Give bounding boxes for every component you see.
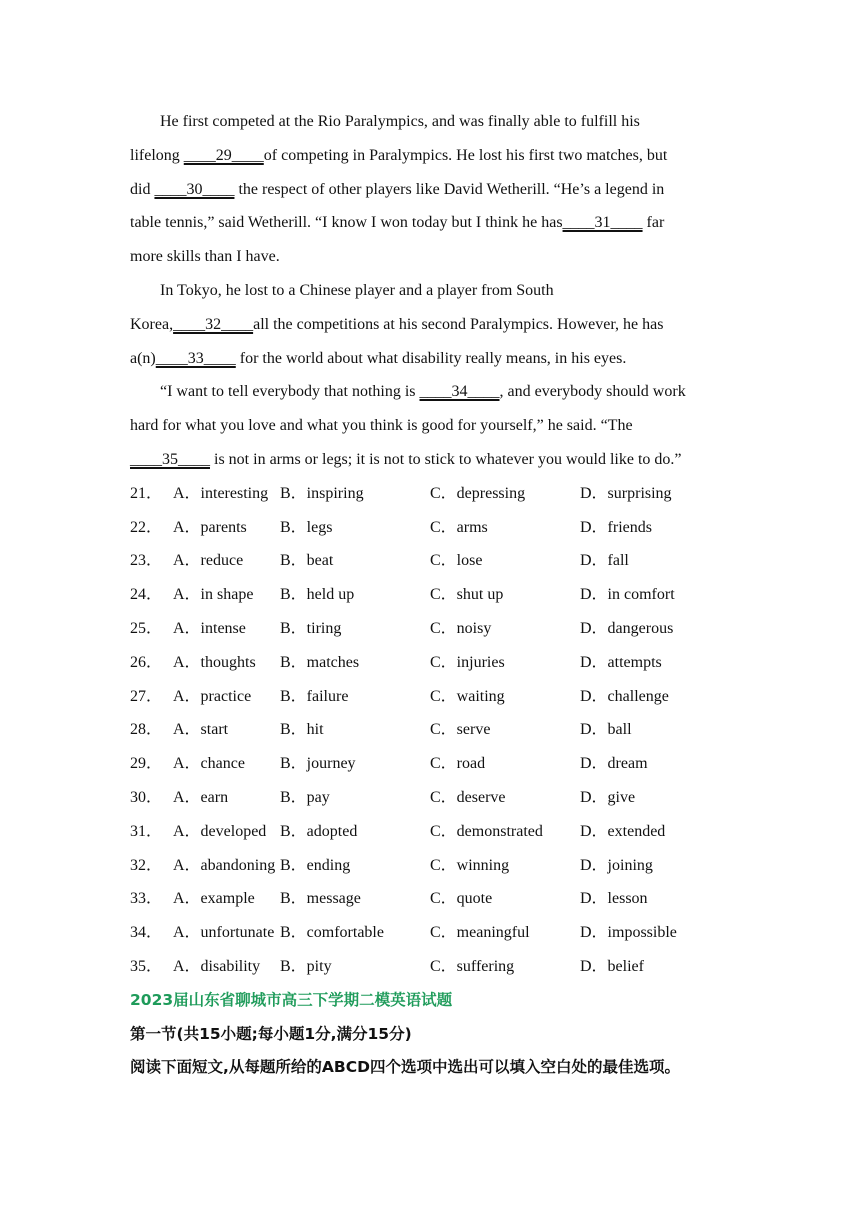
passage-text: He first competed at the Rio Paralympics, and was finally able to fulfill his	[160, 113, 640, 130]
question-row	[130, 781, 750, 815]
question-number: 30．	[130, 788, 163, 806]
question-row	[130, 950, 750, 984]
section-title: 第一节(共15小题;每小题1分,满分15分)	[130, 1024, 412, 1043]
question-row	[130, 747, 750, 781]
option-c: C．noisy	[430, 619, 492, 637]
question-row	[130, 578, 750, 612]
question-row	[130, 680, 750, 714]
option-a: A．abandoning	[173, 856, 276, 874]
question-number: 33．	[130, 890, 163, 908]
answer-blank: ____30____	[154, 180, 235, 198]
passage-text: , and everybody should work	[499, 383, 686, 401]
answer-blank: ____31____	[562, 214, 643, 232]
question-number: 23．	[130, 552, 163, 570]
question-list	[130, 477, 750, 984]
question-number: 28．	[130, 721, 163, 739]
option-c: C．quote	[430, 890, 493, 908]
option-a: A．practice	[173, 687, 252, 705]
option-b: B．pay	[280, 788, 330, 806]
option-b: B．message	[280, 890, 361, 908]
question-row	[130, 815, 750, 849]
option-d: D．extended	[580, 822, 666, 840]
passage-line	[130, 342, 750, 376]
passage-line	[130, 139, 750, 173]
question-number: 29．	[130, 755, 163, 773]
answer-blank: ____32____	[173, 315, 254, 333]
passage	[130, 105, 750, 477]
option-c: C．depressing	[430, 484, 526, 502]
option-d: D．dream	[580, 755, 648, 773]
option-c: C．shut up	[430, 586, 504, 604]
answer-blank: ____33____	[155, 349, 236, 367]
option-d: D．surprising	[580, 484, 672, 502]
question-row	[130, 646, 750, 680]
option-d: D．fall	[580, 552, 629, 570]
passage-line	[130, 240, 750, 274]
content	[130, 105, 750, 1085]
option-b: B．comfortable	[280, 924, 384, 942]
option-c: C．injuries	[430, 653, 505, 671]
question-number: 31．	[130, 822, 163, 840]
question-row	[130, 477, 750, 511]
option-d: D．attempts	[580, 653, 662, 671]
option-b: B．hit	[280, 721, 324, 739]
passage-line	[130, 206, 750, 240]
option-c: C．arms	[430, 518, 488, 536]
option-c: C．lose	[430, 552, 483, 570]
option-c: C．deserve	[430, 788, 506, 806]
question-number: 32．	[130, 856, 163, 874]
passage-line	[130, 375, 750, 409]
option-a: A．developed	[173, 822, 267, 840]
option-a: A．disability	[173, 957, 261, 975]
option-b: B．matches	[280, 653, 360, 671]
option-b: B．ending	[280, 856, 351, 874]
option-d: D．joining	[580, 856, 653, 874]
option-c: C．suffering	[430, 957, 515, 975]
option-d: D．in comfort	[580, 586, 675, 604]
option-b: B．failure	[280, 687, 349, 705]
question-number: 25．	[130, 619, 163, 637]
question-number: 35．	[130, 957, 163, 975]
question-row	[130, 612, 750, 646]
option-b: B．held up	[280, 586, 355, 604]
option-a: A．chance	[173, 755, 245, 773]
option-a: A．earn	[173, 788, 229, 806]
passage-text: “I want to tell everybody that nothing is	[160, 383, 420, 401]
answer-blank: ____35____	[130, 450, 210, 468]
question-number: 27．	[130, 687, 163, 705]
answer-blank: ____29____	[183, 146, 264, 164]
option-a: A．reduce	[173, 552, 244, 570]
passage-text: table tennis,” said Wetherill. “I know I won today but I think he has	[130, 214, 563, 232]
passage-line	[130, 308, 750, 342]
option-d: D．impossible	[580, 924, 677, 942]
option-d: D．challenge	[580, 687, 669, 705]
option-a: A．unfortunate	[173, 924, 275, 942]
option-b: B．legs	[280, 518, 333, 536]
question-number: 34．	[130, 924, 163, 942]
option-d: D．dangerous	[580, 619, 674, 637]
passage-text: for the world about what disability really means, in his eyes.	[235, 349, 627, 367]
option-b: B．beat	[280, 552, 334, 570]
passage-line	[130, 173, 750, 207]
passage-text: of competing in Paralympics. He lost his first two matches, but	[263, 146, 668, 164]
question-row	[130, 713, 750, 747]
passage-line	[130, 105, 750, 139]
passage-line	[130, 409, 750, 443]
question-number: 26．	[130, 653, 163, 671]
option-a: A．parents	[173, 518, 247, 536]
question-number: 22．	[130, 518, 163, 536]
passage-text: lifelong	[130, 146, 184, 164]
option-c: C．meaningful	[430, 924, 530, 942]
exam-title: 2023届山东省聊城市高三下学期二模英语试题	[130, 990, 453, 1009]
question-number: 21．	[130, 484, 163, 502]
option-a: A．thoughts	[173, 653, 256, 671]
passage-text: far	[642, 214, 665, 232]
option-c: C．demonstrated	[430, 822, 543, 840]
option-b: B．journey	[280, 755, 356, 773]
option-a: A．interesting	[173, 484, 269, 502]
option-c: C．serve	[430, 721, 491, 739]
passage-text: more skills than I have.	[130, 248, 280, 266]
question-number: 24．	[130, 586, 163, 604]
question-row	[130, 511, 750, 545]
passage-line	[130, 274, 750, 308]
question-row	[130, 849, 750, 883]
instructions: 阅读下面短文,从每题所给的ABCD四个选项中选出可以填入空白处的最佳选项。	[130, 1058, 680, 1077]
option-c: C．winning	[430, 856, 510, 874]
question-row	[130, 882, 750, 916]
option-b: B．tiring	[280, 619, 342, 637]
answer-blank: ____34____	[419, 383, 500, 401]
option-c: C．road	[430, 755, 486, 773]
option-a: A．in shape	[173, 586, 254, 604]
option-d: D．belief	[580, 957, 644, 975]
passage-text: Korea,	[130, 315, 174, 333]
passage-text: a(n)	[130, 349, 156, 367]
question-row	[130, 916, 750, 950]
option-d: D．give	[580, 788, 636, 806]
passage-text: is not in arms or legs; it is not to stick to whatever you would like to do.”	[210, 450, 682, 468]
option-d: D．ball	[580, 721, 632, 739]
passage-text: In Tokyo, he lost to a Chinese player and a player from South	[160, 281, 554, 299]
passage-text: all the competitions at his second Paralympics. However, he has	[253, 315, 664, 333]
option-a: A．intense	[173, 619, 246, 637]
option-b: B．inspiring	[280, 484, 364, 502]
option-c: C．waiting	[430, 687, 505, 705]
option-a: A．example	[173, 890, 255, 908]
passage-text: did	[130, 180, 155, 198]
option-b: B．adopted	[280, 822, 358, 840]
passage-text: hard for what you love and what you think is good for yourself,” he said. “The	[130, 417, 633, 435]
passage-line	[130, 443, 750, 477]
option-a: A．start	[173, 721, 229, 739]
question-row	[130, 544, 750, 578]
option-b: B．pity	[280, 957, 332, 975]
option-d: D．lesson	[580, 890, 648, 908]
option-d: D．friends	[580, 518, 652, 536]
passage-text: the respect of other players like David Wetherill. “He’s a legend in	[234, 180, 665, 198]
